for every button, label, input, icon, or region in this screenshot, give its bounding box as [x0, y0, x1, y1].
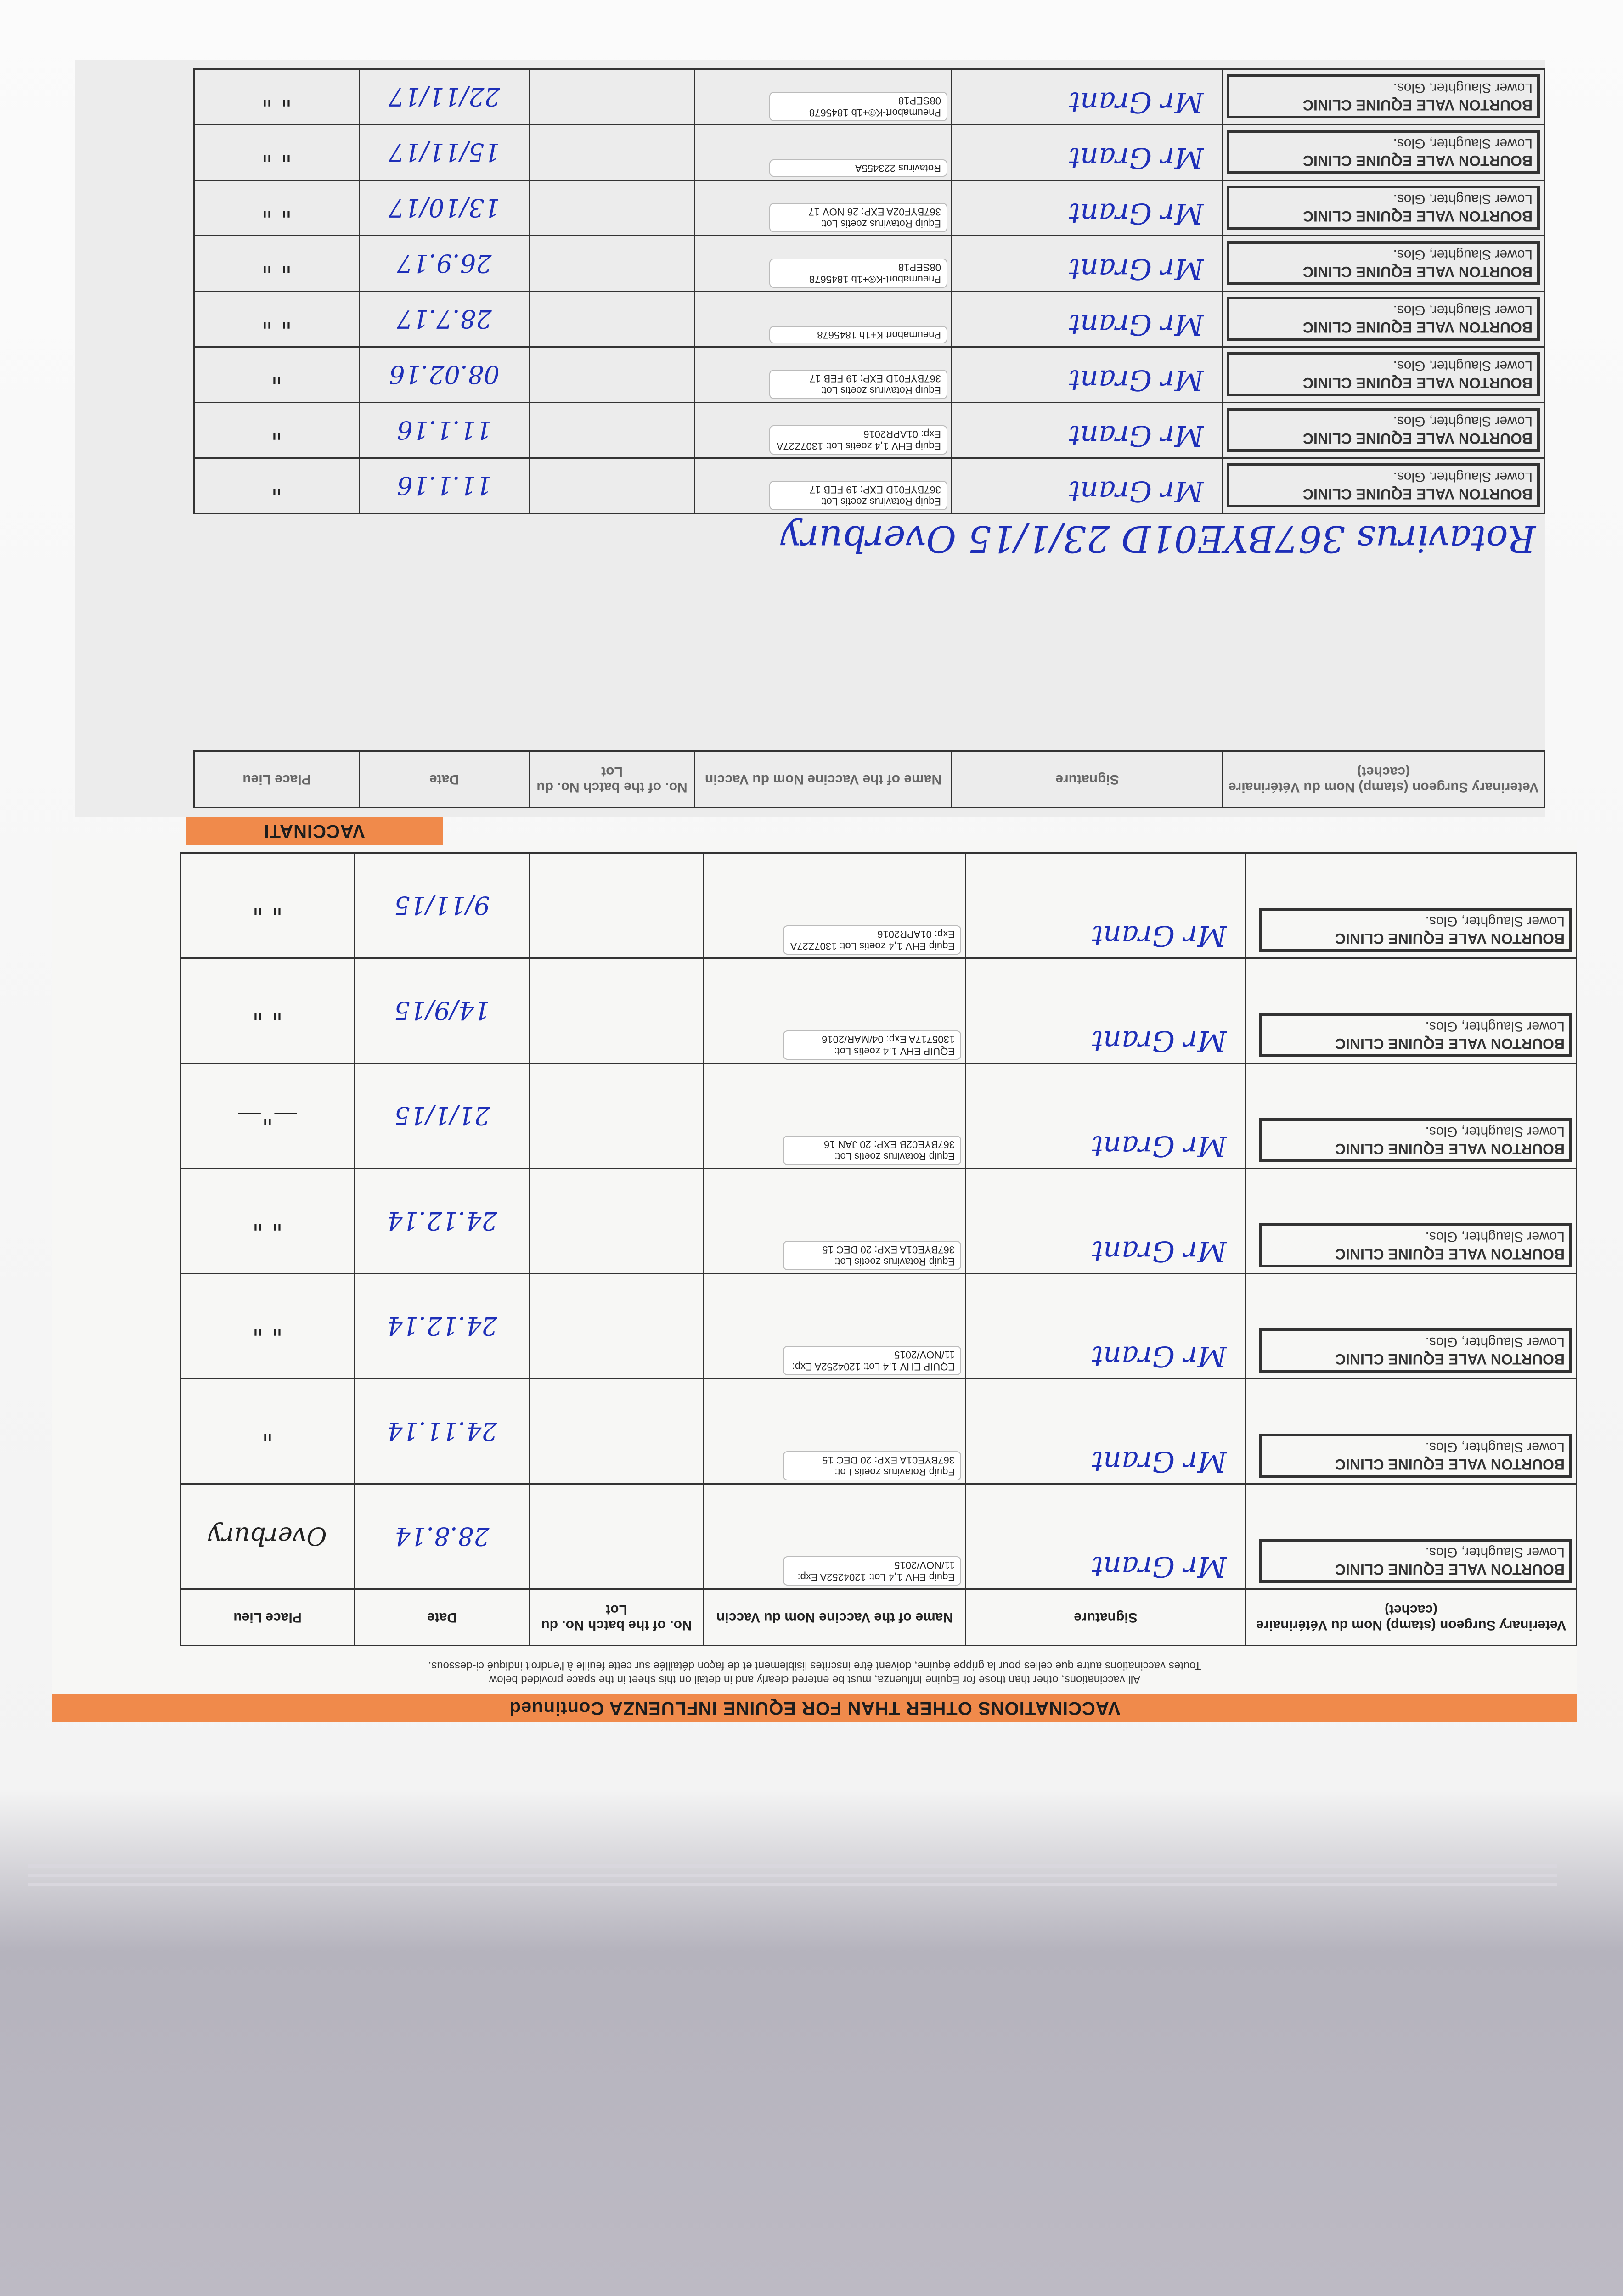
signature-cell	[966, 958, 1246, 1064]
handwritten-signature: Mr Grant	[1069, 475, 1204, 508]
signature-cell	[952, 69, 1223, 125]
date-cell: 26.9.17	[360, 236, 530, 292]
vaccine-sticker: Rotavirus 223455A	[769, 159, 947, 177]
table-row	[194, 236, 1544, 292]
table-row	[180, 1169, 1577, 1274]
vaccine-label	[695, 403, 952, 458]
clinic-stamp	[1227, 186, 1540, 230]
signature-cell	[952, 180, 1223, 236]
vaccine-label	[704, 1379, 966, 1484]
vaccine-sticker: Equip EHV 1,4 Lot: 1204252A Exp: 11/NOV/2015	[783, 1556, 961, 1586]
stamp-clinic-name: BOURTON VALE EQUINE CLINIC	[1335, 1246, 1565, 1262]
clinic-stamp	[1259, 1013, 1572, 1057]
date-cell: 14/9/15	[355, 958, 530, 1064]
date-cell: 24.12.14	[355, 1274, 530, 1379]
vaccine-label	[704, 853, 966, 958]
vaccine-label	[704, 1169, 966, 1274]
header-signature: Signature	[966, 1589, 1246, 1646]
instruction-en: All vaccinations, other than those for Equine Influenza, must be entered clearly and in detail on this sheet in the space provided below	[489, 1673, 1141, 1686]
handwritten-signature: Mr Grant	[1092, 1235, 1227, 1268]
clinic-stamp	[1259, 1328, 1572, 1373]
clinic-stamp	[1227, 74, 1540, 118]
section-banner-partial: VACCINATI	[186, 817, 443, 845]
date-cell: 11.1.16	[360, 458, 530, 514]
batch-cell	[530, 403, 695, 458]
table-row	[194, 180, 1544, 236]
stamp-clinic-name: BOURTON VALE EQUINE CLINIC	[1302, 97, 1533, 113]
clinic-stamp	[1227, 352, 1540, 396]
stamp-address: Lower Slaughter, Glos.	[1393, 247, 1533, 262]
handwritten-signature: Mr Grant	[1092, 1130, 1227, 1163]
vaccination-table	[180, 852, 1577, 1646]
stamp-address: Lower Slaughter, Glos.	[1393, 469, 1533, 484]
table-row	[180, 1064, 1577, 1169]
stamp-clinic-name: BOURTON VALE EQUINE CLINIC	[1302, 486, 1533, 502]
stamp-address: Lower Slaughter, Glos.	[1425, 1229, 1565, 1244]
place-cell: " "	[180, 958, 355, 1064]
vaccination-table-2	[193, 750, 1545, 808]
vaccine-label	[704, 1274, 966, 1379]
table-row	[194, 69, 1544, 125]
clinic-stamp	[1227, 297, 1540, 341]
stamp-address: Lower Slaughter, Glos.	[1425, 1334, 1565, 1350]
batch-cell	[530, 125, 695, 180]
clinic-stamp	[1227, 463, 1540, 507]
header-batch: No. of the batch No. du Lot	[530, 1589, 704, 1646]
stamp-address: Lower Slaughter, Glos.	[1425, 1545, 1565, 1560]
instructions	[52, 1659, 1577, 1686]
signature-cell	[952, 125, 1223, 180]
vaccine-label	[695, 236, 952, 292]
stamp-address: Lower Slaughter, Glos.	[1393, 303, 1533, 318]
header-vet: Veterinary Surgeon (stamp) Nom du Vétérinaire (cachet)	[1223, 751, 1544, 808]
vaccine-sticker: Pneumabort K+1b 1845678	[769, 326, 947, 343]
vaccine-sticker: Equip Rotavirus zoetis Lot: 367BYF01D EXP: 19 FEB 17	[769, 481, 947, 510]
table-row	[194, 125, 1544, 180]
vaccine-sticker: Equip Rotavirus zoetis Lot: 367BYE01A EXP: 20 DEC 15	[783, 1241, 961, 1270]
clinic-stamp	[1227, 408, 1540, 452]
signature-cell	[966, 1064, 1246, 1169]
signature-cell	[952, 458, 1223, 514]
place-cell: " "	[180, 853, 355, 958]
vaccine-label	[704, 1064, 966, 1169]
stamp-address: Lower Slaughter, Glos.	[1425, 1019, 1565, 1034]
place-cell: " "	[194, 180, 360, 236]
clinic-stamp	[1227, 130, 1540, 174]
handwritten-signature: Mr Grant	[1092, 1024, 1227, 1058]
batch-cell	[530, 236, 695, 292]
batch-cell	[530, 1274, 704, 1379]
stamp-address: Lower Slaughter, Glos.	[1425, 1440, 1565, 1455]
vaccine-sticker: EQUIP EHV 1,4 zoetis Lot: 1305717A Exp: 04/MAR/2016	[783, 1030, 961, 1060]
lower-page	[52, 840, 1577, 1722]
signature-cell	[966, 1379, 1246, 1484]
vet-stamp	[1246, 1064, 1577, 1169]
vet-stamp	[1246, 1484, 1577, 1589]
signature-cell	[952, 347, 1223, 403]
signature-cell	[952, 403, 1223, 458]
handwritten-signature: Mr Grant	[1092, 1550, 1227, 1584]
handwritten-signature: Mr Grant	[1069, 141, 1204, 175]
instruction-fr: Toutes vaccinations autre que celles pour la grippe équine, doivent être inscrites lisiblement et de façon détaillée sur cette feuille à l'endroit indiqué ci-dessous.	[428, 1660, 1201, 1672]
handwritten-signature: Mr Grant	[1069, 197, 1204, 231]
signature-cell	[966, 853, 1246, 958]
vaccine-label	[704, 958, 966, 1064]
vet-stamp	[1246, 1274, 1577, 1379]
place-cell: " "	[180, 1274, 355, 1379]
date-cell: 08.02.16	[360, 347, 530, 403]
header-vaccine: Name of the Vaccine Nom du Vaccin	[695, 751, 952, 808]
stamp-clinic-name: BOURTON VALE EQUINE CLINIC	[1302, 375, 1533, 391]
stamp-clinic-name: BOURTON VALE EQUINE CLINIC	[1302, 152, 1533, 169]
header-place: Place Lieu	[180, 1589, 355, 1646]
signature-cell	[966, 1274, 1246, 1379]
stamp-clinic-name: BOURTON VALE EQUINE CLINIC	[1335, 1141, 1565, 1157]
stamp-clinic-name: BOURTON VALE EQUINE CLINIC	[1335, 1561, 1565, 1578]
stamp-address: Lower Slaughter, Glos.	[1393, 414, 1533, 429]
place-cell: " "	[194, 236, 360, 292]
vet-stamp	[1223, 403, 1544, 458]
place-cell: "	[194, 347, 360, 403]
vet-stamp	[1223, 125, 1544, 180]
place-cell: "	[194, 403, 360, 458]
date-cell: 28.7.17	[360, 292, 530, 347]
handwritten-signature: Mr Grant	[1069, 253, 1204, 286]
date-cell: 24.12.14	[355, 1169, 530, 1274]
header-date: Date	[360, 751, 530, 808]
handwritten-signature: Mr Grant	[1069, 364, 1204, 397]
vaccine-label	[704, 1484, 966, 1589]
place-cell: "	[180, 1379, 355, 1484]
vaccine-label	[695, 125, 952, 180]
clinic-stamp	[1259, 1118, 1572, 1162]
table-row	[180, 853, 1577, 958]
vaccine-label	[695, 69, 952, 125]
stamp-address: Lower Slaughter, Glos.	[1393, 191, 1533, 207]
header-place: Place Lieu	[194, 751, 360, 808]
upper-page	[75, 60, 1545, 842]
clinic-stamp	[1259, 1539, 1572, 1583]
place-cell: " "	[194, 69, 360, 125]
handwritten-signature: Mr Grant	[1092, 1340, 1227, 1373]
stamp-address: Lower Slaughter, Glos.	[1425, 914, 1565, 929]
vaccination-table-2-body	[193, 68, 1545, 514]
stamp-clinic-name: BOURTON VALE EQUINE CLINIC	[1335, 1035, 1565, 1052]
vet-stamp	[1246, 1169, 1577, 1274]
batch-cell	[530, 292, 695, 347]
vaccine-sticker: Pneumabort-K®+1b 1845678 08SEP18	[769, 259, 947, 288]
date-cell: 24.11.14	[355, 1379, 530, 1484]
place-cell: "	[194, 458, 360, 514]
header-vet: Veterinary Surgeon (stamp) Nom du Vétérinaire (cachet)	[1246, 1589, 1577, 1646]
table-row	[180, 1484, 1577, 1589]
stamp-address: Lower Slaughter, Glos.	[1393, 80, 1533, 96]
place-cell: Overbury	[180, 1484, 355, 1589]
vet-stamp	[1223, 292, 1544, 347]
stamp-clinic-name: BOURTON VALE EQUINE CLINIC	[1302, 430, 1533, 447]
table-row	[194, 292, 1544, 347]
table-row	[194, 458, 1544, 514]
vet-stamp	[1246, 958, 1577, 1064]
table-row	[180, 1274, 1577, 1379]
vaccine-label	[695, 292, 952, 347]
vaccine-sticker: Equip Rotavirus zoetis Lot: 367BYE01A EXP: 20 DEC 15	[783, 1451, 961, 1480]
vaccine-sticker: Equip EHV 1,4 zoetis Lot: 1307Z27A Exp: 01APR2016	[769, 425, 947, 455]
batch-cell	[530, 180, 695, 236]
clinic-stamp	[1227, 241, 1540, 285]
date-cell: 13/10/17	[360, 180, 530, 236]
batch-cell	[530, 458, 695, 514]
batch-cell	[530, 1064, 704, 1169]
date-cell: 15/11/17	[360, 125, 530, 180]
stamp-clinic-name: BOURTON VALE EQUINE CLINIC	[1302, 319, 1533, 336]
handwritten-signature: Mr Grant	[1069, 86, 1204, 119]
place-cell: " "	[194, 292, 360, 347]
signature-cell	[966, 1484, 1246, 1589]
stamp-clinic-name: BOURTON VALE EQUINE CLINIC	[1302, 208, 1533, 225]
place-cell: —"—	[180, 1064, 355, 1169]
handwritten-rotavirus-entry: Rotavirus 367BYE01D 23/1/15 Overbury	[780, 518, 1536, 560]
header-batch: No. of the batch No. du Lot	[530, 751, 695, 808]
header-vaccine: Name of the Vaccine Nom du Vaccin	[704, 1589, 966, 1646]
batch-cell	[530, 69, 695, 125]
vet-stamp	[1223, 236, 1544, 292]
vaccine-sticker: Equip Rotavirus zoetis Lot: 367BYE02B EXP: 20 JAN 16	[783, 1136, 961, 1165]
header-signature: Signature	[952, 751, 1223, 808]
section-banner: VACCINATIONS OTHER THAN FOR EQUINE INFLUENZA Continued	[52, 1694, 1577, 1722]
clinic-stamp	[1259, 1434, 1572, 1478]
stamp-address: Lower Slaughter, Glos.	[1425, 1124, 1565, 1139]
date-cell: 28.8.14	[355, 1484, 530, 1589]
stamp-clinic-name: BOURTON VALE EQUINE CLINIC	[1302, 264, 1533, 280]
stamp-clinic-name: BOURTON VALE EQUINE CLINIC	[1335, 1351, 1565, 1367]
stamp-clinic-name: BOURTON VALE EQUINE CLINIC	[1335, 1456, 1565, 1473]
batch-cell	[530, 958, 704, 1064]
batch-cell	[530, 1379, 704, 1484]
vaccine-sticker: Equip Rotavirus zoetis Lot: 367BYF02A EXP: 26 NOV 17	[769, 203, 947, 232]
place-cell: " "	[194, 125, 360, 180]
vet-stamp	[1246, 853, 1577, 958]
table-row	[194, 403, 1544, 458]
batch-cell	[530, 347, 695, 403]
signature-cell	[966, 1169, 1246, 1274]
date-cell: 21/1/15	[355, 1064, 530, 1169]
vet-stamp	[1223, 458, 1544, 514]
vaccine-label	[695, 180, 952, 236]
date-cell: 22/11/17	[360, 69, 530, 125]
handwritten-signature: Mr Grant	[1092, 919, 1227, 953]
vet-stamp	[1223, 347, 1544, 403]
vaccine-sticker: EQUIP EHV 1,4 Lot: 1204252A Exp: 11/NOV/2015	[783, 1346, 961, 1375]
table-row	[180, 958, 1577, 1064]
vaccine-sticker: Equip Rotavirus zoetis Lot: 367BYF01D EXP: 19 FEB 17	[769, 370, 947, 399]
place-cell: " "	[180, 1169, 355, 1274]
signature-cell	[952, 292, 1223, 347]
vaccine-sticker: Equip EHV 1,4 zoetis Lot: 1307Z27A Exp: 01APR2016	[783, 925, 961, 955]
vaccine-label	[695, 458, 952, 514]
stamp-clinic-name: BOURTON VALE EQUINE CLINIC	[1335, 930, 1565, 947]
stamp-address: Lower Slaughter, Glos.	[1393, 136, 1533, 151]
vet-stamp	[1223, 180, 1544, 236]
clinic-stamp	[1259, 908, 1572, 952]
vaccine-label	[695, 347, 952, 403]
table-row	[180, 1379, 1577, 1484]
batch-cell	[530, 853, 704, 958]
date-cell: 9/11/15	[355, 853, 530, 958]
clinic-stamp	[1259, 1223, 1572, 1267]
date-cell: 11.1.16	[360, 403, 530, 458]
table-row	[194, 347, 1544, 403]
stamp-address: Lower Slaughter, Glos.	[1393, 358, 1533, 373]
vet-stamp	[1246, 1379, 1577, 1484]
batch-cell	[530, 1484, 704, 1589]
batch-cell	[530, 1169, 704, 1274]
header-date: Date	[355, 1589, 530, 1646]
handwritten-signature: Mr Grant	[1069, 419, 1204, 453]
handwritten-signature: Mr Grant	[1069, 308, 1204, 342]
vaccine-sticker: Pneumabort-K®+1b 1845678 08SEP18	[769, 92, 947, 121]
vet-stamp	[1223, 69, 1544, 125]
signature-cell	[952, 236, 1223, 292]
handwritten-signature: Mr Grant	[1092, 1445, 1227, 1479]
